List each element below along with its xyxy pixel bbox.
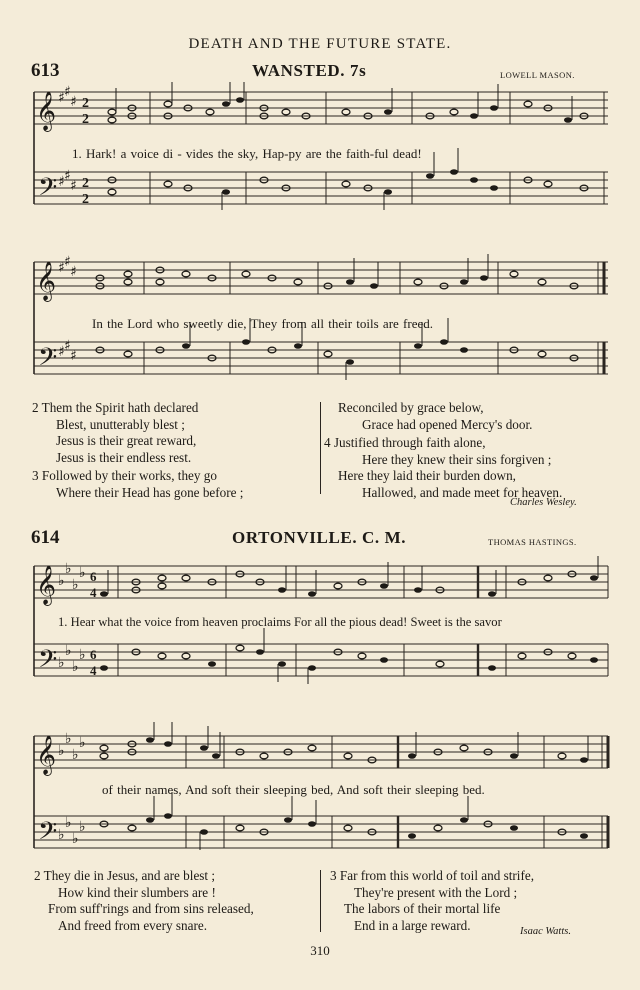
- svg-text:♭: ♭: [79, 565, 86, 581]
- svg-text:♯: ♯: [64, 254, 71, 270]
- verse-line: End in a large reward.: [354, 917, 471, 933]
- svg-text:4: 4: [90, 663, 97, 678]
- verse-column-right: [324, 400, 563, 501]
- verse-divider: [320, 870, 321, 932]
- svg-text:𝄞: 𝄞: [36, 263, 57, 300]
- svg-text:6: 6: [90, 569, 97, 584]
- verse-line: Here they knew their sins forgiven ;: [362, 451, 552, 467]
- verse-number: 3: [32, 468, 39, 483]
- svg-text:♭: ♭: [79, 819, 86, 835]
- svg-text:♯: ♯: [64, 338, 71, 354]
- verse-line: And freed from every snare.: [58, 917, 208, 933]
- svg-text:𝄞: 𝄞: [36, 567, 57, 604]
- section-title: DEATH AND THE FUTURE STATE.: [188, 36, 452, 52]
- verse-line: Jesus is their great reward,: [56, 433, 197, 448]
- verse-line: Here they laid their burden down,: [338, 468, 516, 483]
- verse-column-left: [34, 868, 254, 934]
- svg-text:♭: ♭: [72, 659, 79, 675]
- verse-line: Hallowed, and made meet for heaven.: [362, 484, 563, 500]
- verse-line: How kind their slumbers are !: [58, 884, 216, 900]
- hymn-number: 614: [31, 527, 60, 548]
- svg-text:♭: ♭: [65, 561, 72, 577]
- svg-text:♭: ♭: [72, 577, 79, 593]
- svg-text:♭: ♭: [79, 735, 86, 751]
- verse-line: 3 Followed by their works, they go: [32, 468, 217, 483]
- verse-column-left: [32, 400, 243, 501]
- svg-text:♭: ♭: [58, 655, 65, 671]
- verse-number: 2: [34, 868, 41, 883]
- svg-text:♯: ♯: [64, 168, 71, 184]
- svg-text:♯: ♯: [70, 178, 77, 194]
- lyric-line: of their names, And soft their sleeping bed, And soft their sleeping bed.: [102, 782, 485, 797]
- verse-divider: [320, 402, 321, 494]
- composer: LOWELL MASON.: [500, 70, 575, 80]
- verse-line: 2 Them the Spirit hath declared: [32, 400, 199, 415]
- svg-text:♯: ♯: [58, 174, 65, 190]
- svg-text:♯: ♯: [70, 348, 77, 364]
- svg-text:𝄢: 𝄢: [38, 646, 58, 679]
- svg-text:𝄞: 𝄞: [36, 93, 57, 130]
- svg-text:2: 2: [82, 112, 89, 127]
- verse-line: Grace had opened Mercy's door.: [362, 416, 533, 432]
- lyric-line: 1. Hear what the voice from heaven proclaims For all the pious dead! Sweet is the savor: [58, 615, 502, 629]
- svg-text:𝄢: 𝄢: [38, 174, 58, 207]
- svg-text:♭: ♭: [65, 731, 72, 747]
- page-number: 310: [310, 943, 330, 958]
- svg-text:4: 4: [90, 585, 97, 600]
- svg-text:♯: ♯: [70, 94, 77, 110]
- verse-number: 3: [330, 868, 337, 883]
- lyric-line: 1. Hark! a voice di - vides the sky, Hap-py are the faith-ful dead!: [72, 146, 422, 161]
- svg-text:♭: ♭: [65, 643, 72, 659]
- verse-line: The labors of their mortal life: [344, 901, 501, 916]
- verse-line: Blest, unutterably blest ;: [56, 416, 185, 432]
- svg-text:♭: ♭: [72, 831, 79, 847]
- verse-line: 2 They die in Jesus, and are blest ;: [34, 868, 216, 883]
- svg-text:♯: ♯: [64, 84, 71, 100]
- verse-column-right: [330, 868, 534, 934]
- svg-text:♭: ♭: [58, 573, 65, 589]
- svg-text:2: 2: [82, 176, 89, 191]
- verse-line: From suff'rings and from sins released,: [48, 901, 254, 916]
- svg-text:2: 2: [82, 96, 89, 111]
- verse-line: Reconciled by grace below,: [338, 400, 484, 415]
- verse-line: 3 Far from this world of toil and strife,: [330, 868, 535, 883]
- verse-line: 4 Justified through faith alone,: [324, 435, 486, 450]
- lyric-line: In the Lord who sweetly die, They from all their toils are freed.: [92, 316, 433, 331]
- svg-text:♭: ♭: [58, 743, 65, 759]
- verse-number: 4: [324, 435, 331, 450]
- svg-text:♭: ♭: [72, 747, 79, 763]
- svg-text:♯: ♯: [58, 344, 65, 360]
- verse-line: Jesus is their endless rest.: [56, 449, 192, 465]
- svg-text:𝄢: 𝄢: [38, 818, 58, 851]
- author: Charles Wesley.: [510, 497, 577, 508]
- svg-text:♭: ♭: [79, 647, 86, 663]
- composer: THOMAS HASTINGS.: [488, 537, 577, 547]
- verse-number: 2: [32, 400, 39, 415]
- svg-text:𝄢: 𝄢: [38, 344, 58, 377]
- hymn-number: 613: [31, 60, 60, 81]
- svg-text:♯: ♯: [58, 260, 65, 276]
- svg-text:6: 6: [90, 647, 97, 662]
- author: Isaac Watts.: [520, 926, 571, 937]
- tune-name: ORTONVILLE. C. M.: [232, 528, 407, 547]
- verse-line: They're present with the Lord ;: [354, 884, 518, 900]
- verse-line: Where their Head has gone before ;: [56, 484, 244, 500]
- svg-text:𝄞: 𝄞: [36, 737, 57, 774]
- tune-name: WANSTED. 7s: [252, 61, 367, 80]
- svg-text:♭: ♭: [65, 815, 72, 831]
- svg-text:♭: ♭: [58, 827, 65, 843]
- svg-text:♯: ♯: [70, 264, 77, 280]
- svg-text:2: 2: [82, 192, 89, 207]
- svg-text:♯: ♯: [58, 90, 65, 106]
